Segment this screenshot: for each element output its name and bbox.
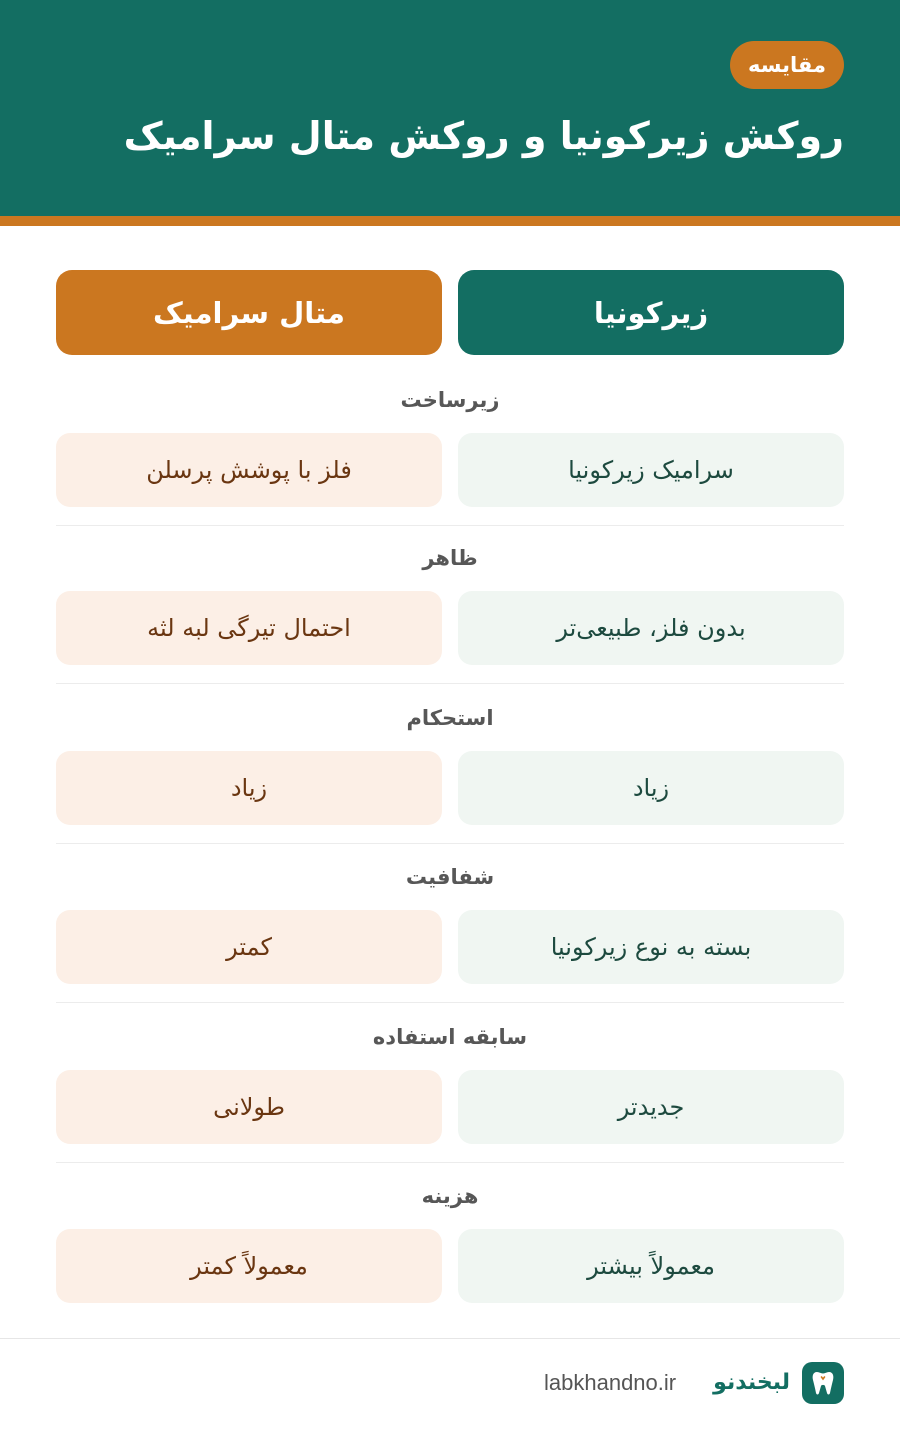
zirconia-cell: جدیدتر [458, 1070, 844, 1144]
column-header-zirconia: زیرکونیا [458, 270, 844, 355]
zirconia-cell: زیاد [458, 751, 844, 825]
page-title: روکش زیرکونیا و روکش متال سرامیک [123, 114, 844, 158]
metal-ceramic-cell: احتمال تیرگی لبه لثه [56, 591, 442, 665]
row-label: شفافیت [405, 865, 495, 889]
brand-name: لبخندنو [713, 1370, 790, 1395]
column-header-metal-ceramic: متال سرامیک [56, 270, 442, 355]
comparison-row [0, 1022, 900, 1182]
zirconia-cell: بدون فلز، طبیعی‌تر [458, 591, 844, 665]
comparison-row [0, 862, 900, 1022]
zirconia-cell: بسته به نوع زیرکونیا [458, 910, 844, 984]
metal-ceramic-cell: معمولاً کمتر [56, 1229, 442, 1303]
comparison-row [0, 543, 900, 703]
row-divider [56, 843, 844, 844]
zirconia-cell: سرامیک زیرکونیا [458, 433, 844, 507]
row-label: استحکام [406, 706, 494, 730]
metal-ceramic-cell: کمتر [56, 910, 442, 984]
tooth-icon [802, 1362, 844, 1404]
row-label: زیرساخت [400, 388, 500, 412]
comparison-row [0, 1181, 900, 1341]
row-divider [56, 1002, 844, 1003]
row-divider [56, 525, 844, 526]
comparison-badge: مقایسه [730, 41, 844, 89]
row-divider [56, 1162, 844, 1163]
brand-url[interactable]: labkhandno.ir [544, 1370, 677, 1395]
row-label: هزینه [421, 1184, 479, 1208]
footer-divider [0, 1338, 900, 1339]
metal-ceramic-cell: فلز با پوشش پرسلن [56, 433, 442, 507]
row-label: ظاهر [422, 546, 478, 570]
row-label: سابقه استفاده [372, 1025, 528, 1049]
row-divider [56, 683, 844, 684]
header-accent-stripe [0, 216, 900, 226]
zirconia-cell: معمولاً بیشتر [458, 1229, 844, 1303]
comparison-row [0, 703, 900, 863]
comparison-row [0, 385, 900, 545]
metal-ceramic-cell: طولانی [56, 1070, 442, 1144]
metal-ceramic-cell: زیاد [56, 751, 442, 825]
